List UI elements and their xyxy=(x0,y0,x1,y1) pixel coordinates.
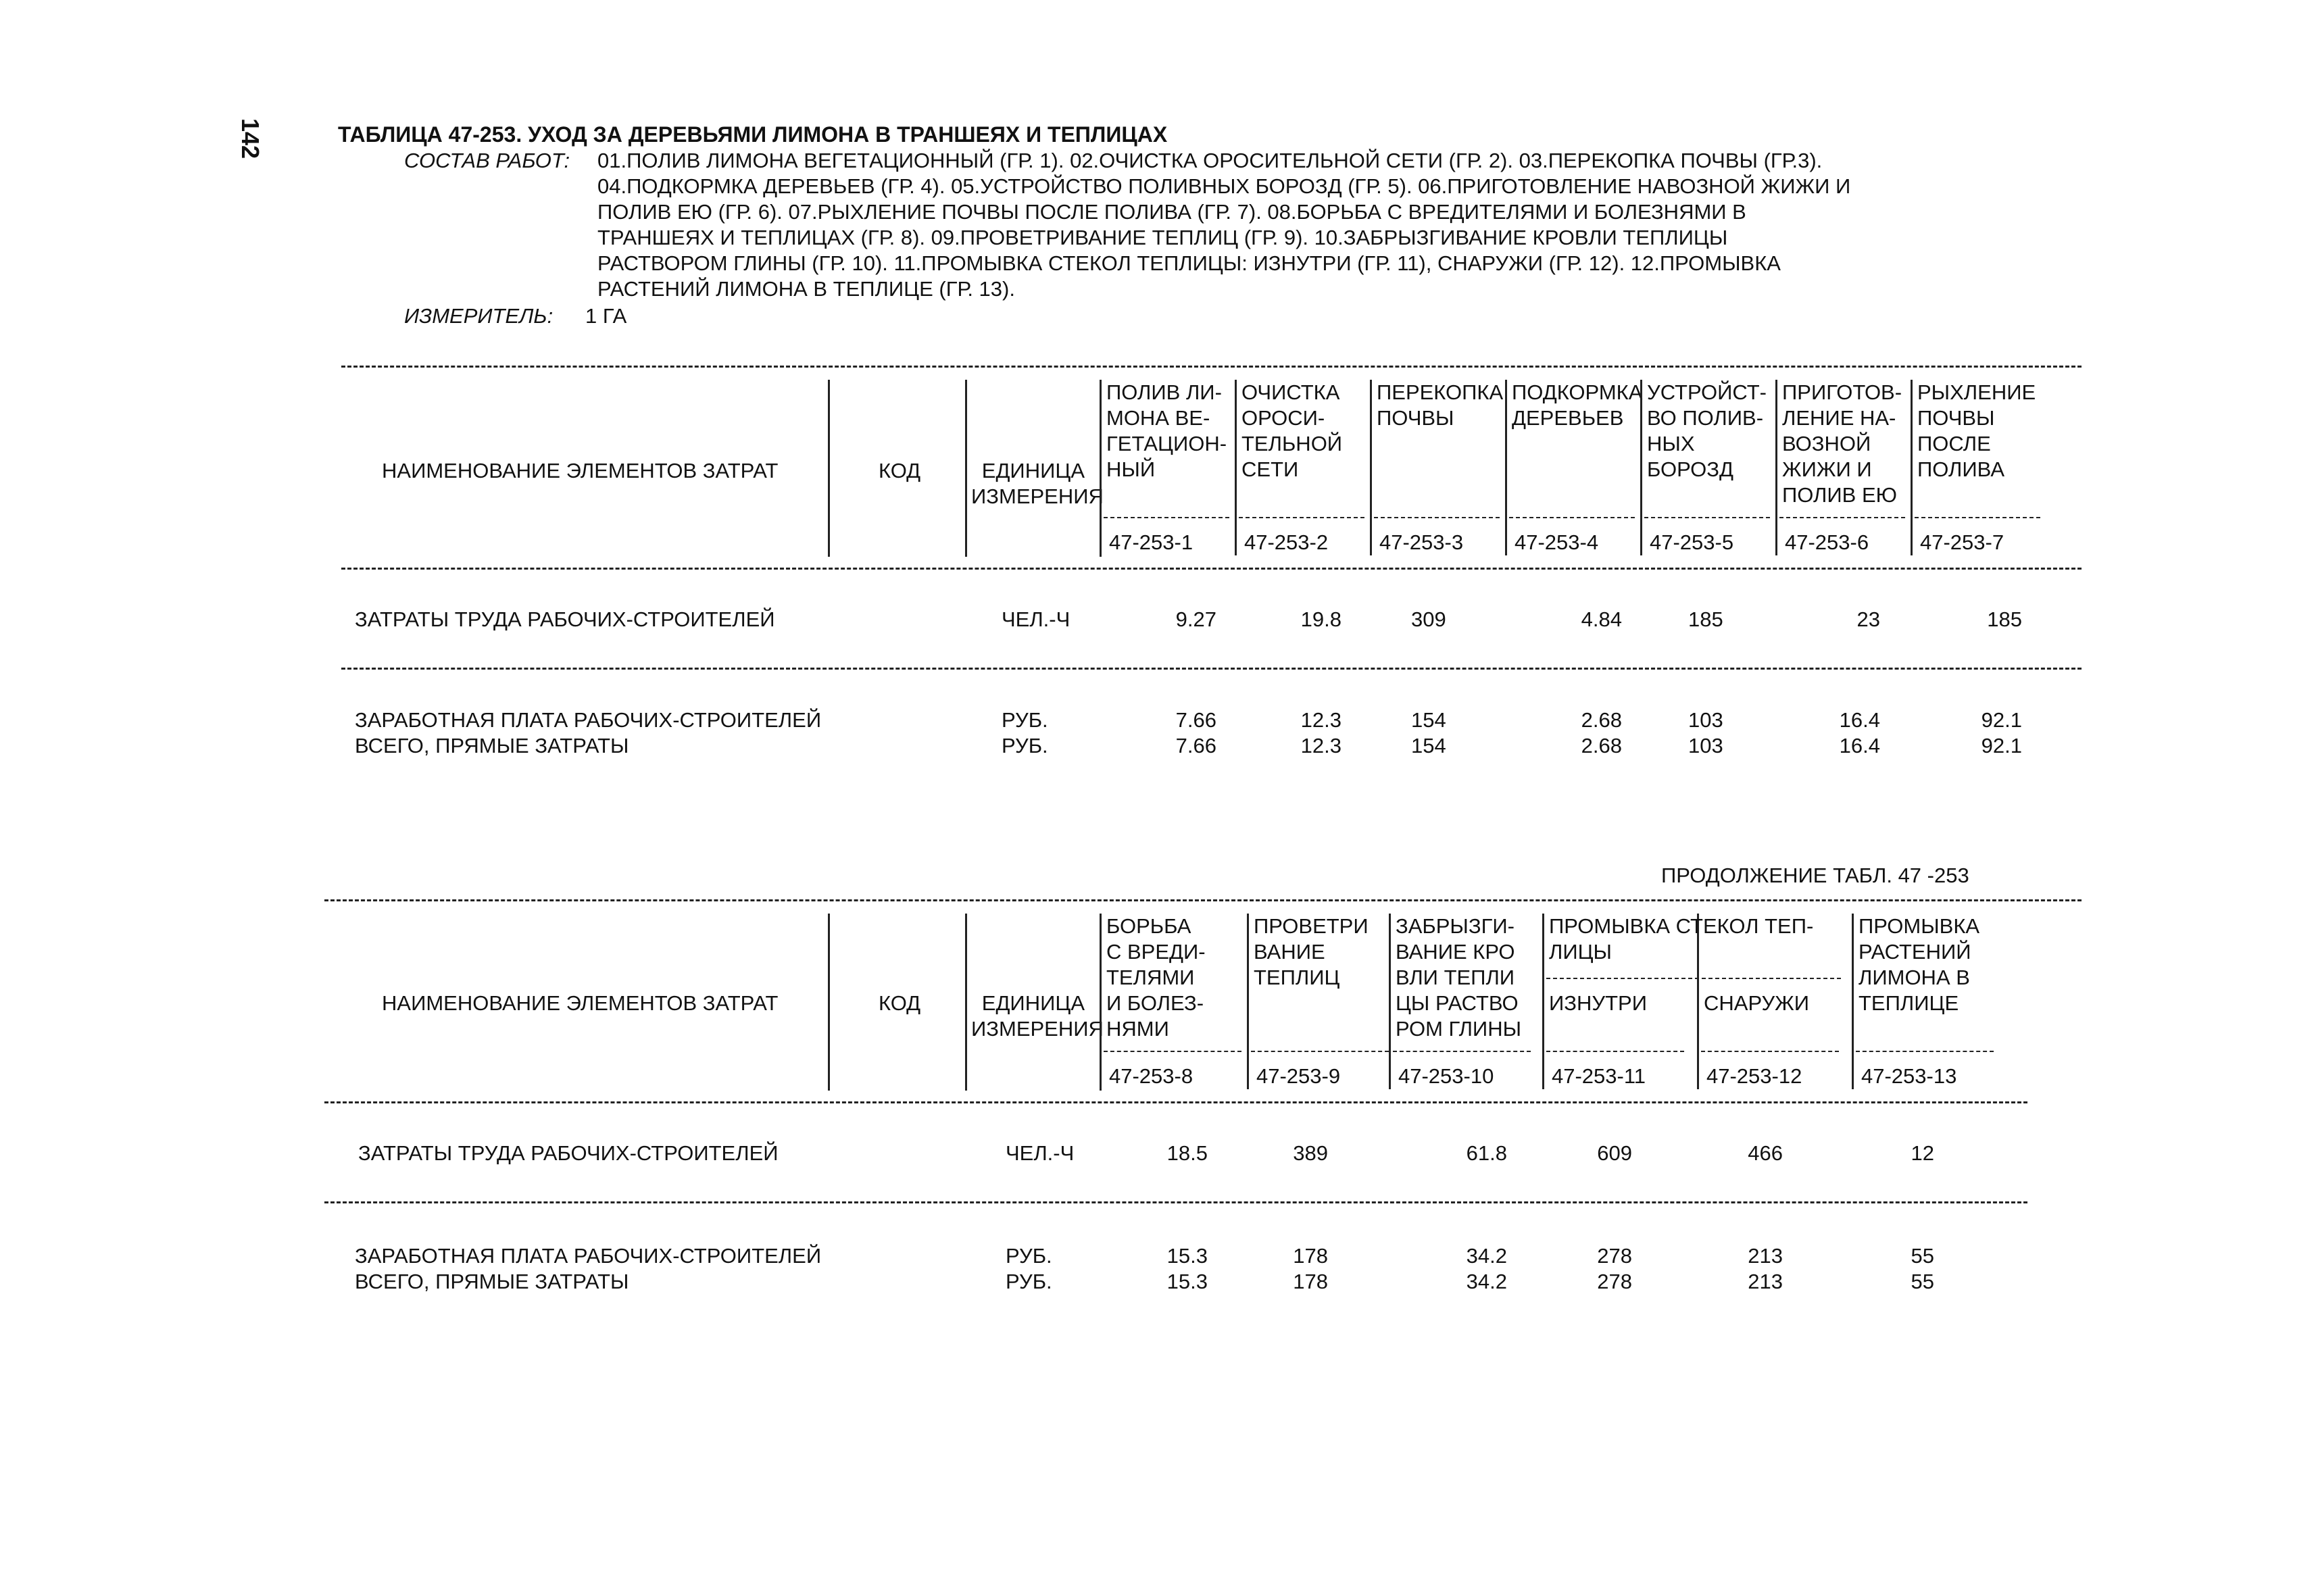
table1-col-header-line: ПЕРЕКОПКА xyxy=(1377,380,1504,404)
table2-col-code: 47-253-11 xyxy=(1552,1064,1646,1088)
table1-row-name: ЗАРАБОТНАЯ ПЛАТА РАБОЧИХ-СТРОИТЕЛЕЙ xyxy=(355,708,822,732)
table1-col-header xyxy=(1917,380,2036,482)
table1-col-divider xyxy=(1505,380,1507,555)
table1-col-subrule xyxy=(1104,517,1229,518)
table1-col-divider xyxy=(1370,380,1372,555)
table2-col-subrule xyxy=(1701,1051,1839,1052)
page-number: 142 xyxy=(237,118,264,159)
table1-col-code: 47-253-4 xyxy=(1515,530,1599,554)
table1-value-cell: 92.1 xyxy=(1981,708,2022,732)
table1-row-unit: РУБ. xyxy=(1002,734,1048,757)
table1-col-code: 47-253-3 xyxy=(1379,530,1464,554)
table1-divider xyxy=(965,380,967,557)
table2-col-header xyxy=(1704,991,1809,1016)
table1-value-cell: 4.84 xyxy=(1581,607,1622,631)
table1-col-header-line: СЕТИ xyxy=(1241,457,1299,481)
table2-value-cell: 15.3 xyxy=(1166,1270,1208,1293)
table1-name-header: НАИМЕНОВАНИЕ ЭЛЕМЕНТОВ ЗАТРАТ xyxy=(382,459,779,482)
table1-col-subrule xyxy=(1239,517,1364,518)
table1-row-unit: ЧЕЛ.-Ч xyxy=(1002,607,1070,631)
table2-col-divider xyxy=(1542,914,1544,1089)
table1-col-subrule xyxy=(1779,517,1905,518)
table2-unit-header: ЕДИНИЦА xyxy=(981,991,1085,1015)
table2-col-divider xyxy=(1852,914,1854,1089)
table2-row-unit: РУБ. xyxy=(1006,1270,1052,1293)
table1-col-header-line: ЖИЖИ И xyxy=(1782,457,1872,481)
table1-col-header xyxy=(1106,380,1227,482)
table2-col-subrule xyxy=(1393,1051,1531,1052)
table2-col-code: 47-253-13 xyxy=(1861,1064,1957,1088)
table2-col-code: 47-253-10 xyxy=(1398,1064,1494,1088)
table1-value-cell: 16.4 xyxy=(1839,708,1880,732)
table2-value-cell: 18.5 xyxy=(1166,1141,1208,1165)
table2-value-cell: 213 xyxy=(1748,1244,1783,1268)
table2-value-cell: 178 xyxy=(1293,1244,1328,1268)
table2-value-cell: 213 xyxy=(1748,1270,1783,1293)
table2-value-cell: 466 xyxy=(1748,1141,1783,1165)
table1-value-cell: 309 xyxy=(1411,607,1446,631)
table1-row-unit: РУБ. xyxy=(1002,708,1048,732)
table2-col-header-line: РОМ ГЛИНЫ xyxy=(1396,1017,1522,1041)
table2-col-header-line: ЦЫ РАСТВО xyxy=(1396,991,1519,1015)
table1-kod-header: КОД xyxy=(879,459,921,482)
table2-mid-rule xyxy=(324,1201,2027,1203)
table2-divider xyxy=(965,914,967,1091)
table1-col-header-line: ОЧИСТКА xyxy=(1241,380,1340,404)
table1-top-rule xyxy=(341,366,2082,368)
table2-value-cell: 609 xyxy=(1597,1141,1632,1165)
table2-row-name: ВСЕГО, ПРЯМЫЕ ЗАТРАТЫ xyxy=(355,1270,629,1293)
table2-col-header xyxy=(1858,914,1979,1016)
table1-value-cell: 2.68 xyxy=(1581,708,1622,732)
table2-col-header-line: ЗАБРЫЗГИ- xyxy=(1396,914,1515,938)
table1-col-header-line: ПОЛИВ ЛИ- xyxy=(1106,380,1222,404)
table2-value-cell: 55 xyxy=(1911,1270,1934,1293)
table1-unit-header-line2: ИЗМЕРЕНИЯ xyxy=(971,484,1104,508)
table2-col-header-line: СНАРУЖИ xyxy=(1704,991,1810,1015)
table1-col-header-line: РЫХЛЕНИЕ xyxy=(1917,380,2036,404)
sostav-label: СОСТАВ РАБОТ: xyxy=(404,149,570,172)
table2-col-code: 47-253-9 xyxy=(1256,1064,1341,1088)
table2-col-subrule xyxy=(1251,1051,1389,1052)
table2-col-header xyxy=(1396,914,1521,1042)
table1-value-cell: 23 xyxy=(1856,607,1880,631)
izmeritel-value: 1 ГА xyxy=(585,304,627,328)
continuation-label: ПРОДОЛЖЕНИЕ ТАБЛ. 47 -253 xyxy=(1661,864,1969,887)
table2-value-cell: 178 xyxy=(1293,1270,1328,1293)
table1-value-cell: 2.68 xyxy=(1581,734,1622,757)
table1-value-cell: 154 xyxy=(1411,734,1446,757)
table2-kod-header: КОД xyxy=(879,991,921,1015)
table1-col-header-line: ГЕТАЦИОН- xyxy=(1106,432,1227,455)
sostav-line: РАСТЕНИЙ ЛИМОНА В ТЕПЛИЦЕ (ГР. 13). xyxy=(597,277,1015,301)
table1-value-cell: 16.4 xyxy=(1839,734,1880,757)
table1-col-header-line: ПОСЛЕ xyxy=(1917,432,1991,455)
table1-col-divider xyxy=(1235,380,1237,555)
table1-col-header xyxy=(1377,380,1503,431)
table2-col-header xyxy=(1549,991,1647,1016)
table2-col-header-line: РАСТЕНИЙ xyxy=(1858,940,1971,964)
table1-row-name: ВСЕГО, ПРЯМЫЕ ЗАТРАТЫ xyxy=(355,734,629,757)
table-title: ТАБЛИЦА 47-253. УХОД ЗА ДЕРЕВЬЯМИ ЛИМОНА В ТРАНШЕЯХ И ТЕПЛИЦАХ xyxy=(338,122,1168,147)
table2-col-header-line: ЛИМОНА В xyxy=(1858,966,1970,989)
izmeritel-label: ИЗМЕРИТЕЛЬ: xyxy=(404,304,553,328)
table2-col-header xyxy=(1106,914,1206,1042)
sostav-text xyxy=(597,148,2030,302)
table1-col-header xyxy=(1512,380,1642,431)
table1-header-rule xyxy=(341,568,2082,570)
table1-col-subrule xyxy=(1509,517,1635,518)
table1-col-code: 47-253-1 xyxy=(1109,530,1193,554)
table1-col-divider xyxy=(1640,380,1642,555)
table2-value-cell: 61.8 xyxy=(1466,1141,1507,1165)
table1-value-cell: 185 xyxy=(1987,607,2022,631)
table2-row-name: ЗАТРАТЫ ТРУДА РАБОЧИХ-СТРОИТЕЛЕЙ xyxy=(358,1141,779,1165)
table1-col-header-line: УСТРОЙСТ- xyxy=(1647,380,1767,404)
table1-col-subrule xyxy=(1915,517,2040,518)
table1-col-header-line: ПОДКОРМКА xyxy=(1512,380,1643,404)
table1-value-cell: 12.3 xyxy=(1300,708,1341,732)
table2-divider xyxy=(828,914,830,1091)
table2-col-header-line: ИЗНУТРИ xyxy=(1549,991,1647,1015)
table2-col-header-line: НЯМИ xyxy=(1106,1017,1169,1041)
table1-col-header-line: БОРОЗД xyxy=(1647,457,1733,481)
table2-value-cell: 55 xyxy=(1911,1244,1934,1268)
table1-divider xyxy=(828,380,830,557)
table2-group-header-line: ЛИЦЫ xyxy=(1549,940,1612,964)
sostav-line: 01.ПОЛИВ ЛИМОНА ВЕГЕТАЦИОННЫЙ (ГР. 1). 02.ОЧИСТКА ОРОСИТЕЛЬНОЙ СЕТИ (ГР. 2). 03.ПЕРЕКОПКА ПОЧВЫ (ГР.3). xyxy=(597,149,1823,172)
table1-col-code: 47-253-2 xyxy=(1244,530,1329,554)
table1-col-header-line: НЫХ xyxy=(1647,432,1695,455)
table2-top-rule xyxy=(324,899,2082,901)
table2-row-unit: ЧЕЛ.-Ч xyxy=(1006,1141,1075,1165)
table1-col-header-line: ПОЧВЫ xyxy=(1377,406,1454,430)
table2-col-divider xyxy=(1247,914,1249,1089)
table2-col-header-line: ТЕПЛИЦ xyxy=(1254,966,1340,989)
table2-row-unit: РУБ. xyxy=(1006,1244,1052,1268)
table1-col-header-line: ПОЧВЫ xyxy=(1917,406,1995,430)
table2-col-code: 47-253-12 xyxy=(1706,1064,1802,1088)
table2-col-header-line: И БОЛЕЗ- xyxy=(1106,991,1204,1015)
table1-value-cell: 7.66 xyxy=(1175,708,1216,732)
table2-name-header: НАИМЕНОВАНИЕ ЭЛЕМЕНТОВ ЗАТРАТ xyxy=(382,991,779,1015)
table2-value-cell: 12 xyxy=(1911,1141,1934,1165)
table1-value-cell: 92.1 xyxy=(1981,734,2022,757)
table2-value-cell: 278 xyxy=(1597,1244,1632,1268)
table2-col-divider xyxy=(1389,914,1391,1089)
table1-col-header-line: МОНА ВЕ- xyxy=(1106,406,1210,430)
table2-group-header xyxy=(1549,914,1813,965)
table1-value-cell: 12.3 xyxy=(1300,734,1341,757)
table2-col-header-line: С ВРЕДИ- xyxy=(1106,940,1206,964)
table2-col-divider xyxy=(1100,914,1102,1089)
table2-col-header-line: ТЕПЛИЦЕ xyxy=(1858,991,1959,1015)
table2-col-code: 47-253-8 xyxy=(1109,1064,1193,1088)
table2-col-header-line: ВАНИЕ xyxy=(1254,940,1325,964)
table1-row-name: ЗАТРАТЫ ТРУДА РАБОЧИХ-СТРОИТЕЛЕЙ xyxy=(355,607,775,631)
table1-value-cell: 103 xyxy=(1688,708,1723,732)
table1-col-code: 47-253-6 xyxy=(1785,530,1869,554)
table1-col-code: 47-253-7 xyxy=(1920,530,2004,554)
table1-col-header-line: ТЕЛЬНОЙ xyxy=(1241,432,1343,455)
sostav-line: ТРАНШЕЯХ И ТЕПЛИЦАХ (ГР. 8). 09.ПРОВЕТРИВАНИЕ ТЕПЛИЦ (ГР. 9). 10.ЗАБРЫЗГИВАНИЕ КРОВЛИ ТЕПЛИЦЫ xyxy=(597,226,1728,249)
table1-col-header-line: ВОЗНОЙ xyxy=(1782,432,1871,455)
table1-value-cell: 103 xyxy=(1688,734,1723,757)
table1-col-divider xyxy=(1911,380,1913,555)
table2-value-cell: 34.2 xyxy=(1466,1244,1507,1268)
table1-col-header-line: НЫЙ xyxy=(1106,457,1156,481)
table1-value-cell: 19.8 xyxy=(1300,607,1341,631)
table1-col-header-line: ВО ПОЛИВ- xyxy=(1647,406,1764,430)
table1-col-subrule xyxy=(1644,517,1770,518)
table2-col-header-line: ВАНИЕ КРО xyxy=(1396,940,1515,964)
table1-value-cell: 185 xyxy=(1688,607,1723,631)
table2-col-subrule xyxy=(1104,1051,1241,1052)
table1-value-cell: 9.27 xyxy=(1175,607,1216,631)
table2-group-subrule xyxy=(1546,978,1841,979)
table1-col-header-line: ЛЕНИЕ НА- xyxy=(1782,406,1896,430)
table2-col-header xyxy=(1254,914,1369,991)
table2-col-header-line: ПРОВЕТРИ xyxy=(1254,914,1369,938)
table1-col-header xyxy=(1241,380,1342,482)
table2-value-cell: 15.3 xyxy=(1166,1244,1208,1268)
table2-unit-header-line2: ИЗМЕРЕНИЯ xyxy=(971,1017,1104,1041)
table1-col-divider xyxy=(1775,380,1777,555)
table1-col-header-line: ПОЛИВА xyxy=(1917,457,2004,481)
table1-col-header-line: ПОЛИВ ЕЮ xyxy=(1782,483,1897,507)
table2-col-header-line: БОРЬБА xyxy=(1106,914,1191,938)
table2-header-rule xyxy=(324,1101,2027,1103)
table2-col-subrule xyxy=(1546,1051,1684,1052)
table1-col-code: 47-253-5 xyxy=(1650,530,1734,554)
table2-col-header-line: ВЛИ ТЕПЛИ xyxy=(1396,966,1515,989)
table2-col-header-line: ПРОМЫВКА xyxy=(1858,914,1980,938)
table2-value-cell: 389 xyxy=(1293,1141,1328,1165)
table2-value-cell: 278 xyxy=(1597,1270,1632,1293)
table2-row-name: ЗАРАБОТНАЯ ПЛАТА РАБОЧИХ-СТРОИТЕЛЕЙ xyxy=(355,1244,822,1268)
table1-value-cell: 7.66 xyxy=(1175,734,1216,757)
table1-col-header-line: ПРИГОТОВ- xyxy=(1782,380,1902,404)
table1-col-header xyxy=(1647,380,1767,482)
table1-col-header xyxy=(1782,380,1902,508)
table1-unit-header: ЕДИНИЦА xyxy=(981,459,1085,482)
table1-col-header-line: ДЕРЕВЬЕВ xyxy=(1512,406,1624,430)
table1-col-subrule xyxy=(1374,517,1500,518)
table2-col-subrule xyxy=(1856,1051,1994,1052)
sostav-line: РАСТВОРОМ ГЛИНЫ (ГР. 10). 11.ПРОМЫВКА СТЕКОЛ ТЕПЛИЦЫ: ИЗНУТРИ (ГР. 11), СНАРУЖИ (ГР. 12). 12.ПРОМЫВКА xyxy=(597,251,1781,275)
table2-col-header-line: ТЕЛЯМИ xyxy=(1106,966,1195,989)
table1-value-cell: 154 xyxy=(1411,708,1446,732)
table1-mid-rule xyxy=(341,668,2082,670)
sostav-line: ПОЛИВ ЕЮ (ГР. 6). 07.РЫХЛЕНИЕ ПОЧВЫ ПОСЛЕ ПОЛИВА (ГР. 7). 08.БОРЬБА С ВРЕДИТЕЛЯМИ И БОЛЕЗНЯМИ В xyxy=(597,200,1746,224)
table1-col-divider xyxy=(1100,380,1102,555)
sostav-line: 04.ПОДКОРМКА ДЕРЕВЬЕВ (ГР. 4). 05.УСТРОЙСТВО ПОЛИВНЫХ БОРОЗД (ГР. 5). 06.ПРИГОТОВЛЕНИЕ НАВОЗНОЙ ЖИЖИ И xyxy=(597,174,1851,198)
table2-value-cell: 34.2 xyxy=(1466,1270,1507,1293)
table2-group-header-line: ПРОМЫВКА СТЕКОЛ ТЕП- xyxy=(1549,914,1814,938)
table1-col-header-line: ОРОСИ- xyxy=(1241,406,1325,430)
